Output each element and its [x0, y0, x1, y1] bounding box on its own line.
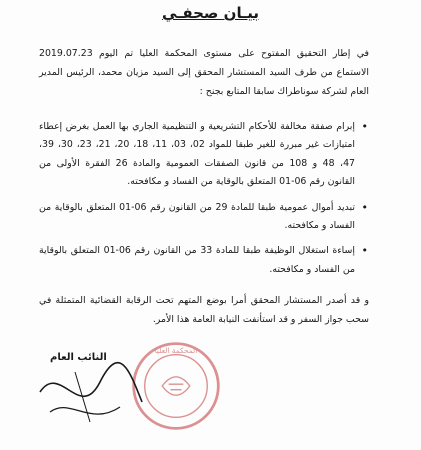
- svg-text:المحكمة العليا: المحكمة العليا: [154, 345, 198, 355]
- list-item: • إساءة استغلال الوظيفة طبقا للمادة 33 من القانون رقم 06-01 المتعلق بالوقاية من الفساد و مكافحته.: [39, 242, 369, 279]
- intro-paragraph: في إطار التحقيق المفتوح على مستوى المحكمة العليا تم اليوم 2019.07.23 الاستماع من طرف السيد المستشار المحقق إلى السيد مزيان محمد، الرئيس المدير العام لشركة سوناطراك سابقا المتابع بجنح :: [39, 48, 369, 97]
- list-item: • تبديد أموال عمومية طبقا للمادة 29 من القانون رقم 06-01 المتعلق بالوقاية من الفساد و مكافحته.: [39, 199, 369, 236]
- list-item: • إبرام صفقة مخالفة للأحكام التشريعية و التنظيمية الجاري بها العمل بغرض إعطاء امتيازات غير مبررة للغير طبقا للمواد 02، 03، 11، 18، 20، 21، 23، 30، 39، 47، 48 و 108 من قانون الصفقات العمومية والمادة 26 الفقرة الأولى من القانون رقم 06-01 المتعلق بالوقاية من الفساد و مكافحته.: [39, 118, 369, 192]
- document-title: بيـان صحفـي: [162, 4, 259, 22]
- signature-icon: [30, 352, 150, 434]
- charges-list: [39, 118, 369, 286]
- signature-label: النائب العام: [50, 352, 107, 363]
- closing-paragraph: و قد أصدر المستشار المحقق أمرا بوضع المتهم تحت الرقابة القضائية المتمثلة في سحب جواز السفر و قد استأنفت النيابة العامة هذا الأمر.: [39, 295, 369, 325]
